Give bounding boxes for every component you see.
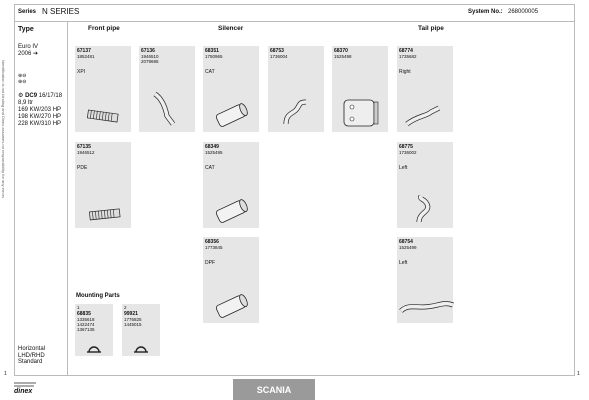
part-card[interactable]	[75, 142, 131, 228]
engine-model: DC9	[25, 93, 38, 99]
position-2: LHD/RHD	[18, 352, 45, 359]
position-3: Standard	[18, 359, 43, 365]
mounting-ref-2: 1422474	[77, 322, 95, 327]
part-ref: 1773845	[205, 245, 223, 250]
part-ref	[141, 54, 159, 64]
euro-norm	[18, 44, 38, 58]
power-3: 228 KW/310 HP	[18, 121, 62, 127]
bent-pipe-icon	[139, 76, 195, 132]
part-number: 67136	[141, 48, 155, 54]
part-card[interactable]	[332, 46, 388, 132]
part-ref: 1852481	[77, 54, 95, 59]
part-note: Right	[399, 69, 411, 75]
dinex-logo-icon	[12, 380, 38, 394]
s-pipe-icon	[268, 76, 324, 132]
engine-icon: ⚙	[18, 93, 24, 99]
part-note: Left	[399, 260, 408, 266]
year-row	[18, 51, 38, 58]
fuel-icons	[18, 73, 26, 85]
silencer-box-icon	[332, 76, 388, 132]
part-note: CAT	[205, 69, 215, 75]
mounting-ref-1: 1335618	[77, 317, 95, 322]
part-ref: 1736002	[399, 150, 417, 155]
mounting-index: 2	[124, 305, 127, 310]
part-number: 68753	[270, 48, 284, 54]
part-number: 68349	[205, 144, 219, 150]
catalyst-icon	[203, 76, 259, 132]
dinex-logo-text: dinex	[14, 388, 33, 394]
mounting-card[interactable]	[75, 304, 113, 356]
engine-info	[18, 93, 62, 128]
euro-label: Euro IV	[18, 44, 39, 50]
series-label: Series	[18, 9, 37, 15]
disclaimer-vertical: Identification is not binding and Dinex assumes no responsibility for any errors	[1, 60, 6, 199]
column-tail-pipe: Tail pipe	[418, 25, 444, 32]
mounting-ref-3: 1367135	[77, 327, 95, 332]
mounting-index: 1	[77, 305, 80, 310]
year-label: 2006	[18, 51, 32, 57]
part-card[interactable]	[75, 46, 131, 132]
mounting-refs	[77, 317, 95, 332]
engine-variants: 16/17/18	[38, 93, 63, 99]
part-note: DPF	[205, 260, 215, 266]
part-card[interactable]	[203, 142, 259, 228]
system-value: 268000005	[508, 9, 539, 15]
elbow-pipe-icon	[397, 172, 453, 228]
part-ref: 1736004	[270, 54, 288, 59]
part-note: XPI	[77, 69, 86, 75]
position-1: Horizontal	[18, 346, 46, 352]
part-number: 68370	[334, 48, 348, 54]
system-label: System No.:	[468, 9, 503, 15]
mounting-number: 99921	[124, 311, 138, 317]
header-divider	[14, 21, 575, 22]
catalyst-icon	[203, 172, 259, 228]
part-ref: 1525498	[334, 54, 352, 59]
part-ref-2: 2079695	[141, 59, 159, 64]
part-number: 68356	[205, 239, 219, 245]
part-ref: 1735682	[399, 54, 417, 59]
mounting-ref-2: 1445015	[124, 322, 142, 327]
fuel-icon-row-1: ⊕⊖	[18, 73, 27, 79]
part-note: CAT	[205, 165, 215, 171]
flex-pipe-icon	[75, 172, 131, 228]
part-card[interactable]	[268, 46, 324, 132]
column-front-pipe: Front pipe	[88, 25, 120, 32]
dinex-logo	[12, 380, 38, 399]
brand-box: SCANIA	[233, 379, 315, 400]
engine-row	[18, 93, 62, 100]
part-ref: 1946512	[77, 150, 95, 155]
mounting-card[interactable]	[122, 304, 160, 356]
part-number: 67135	[77, 144, 91, 150]
clamp-icon	[87, 342, 101, 354]
page-number-left: 1	[4, 371, 7, 377]
clamp-icon	[134, 342, 148, 354]
series-value: N SERIES	[42, 7, 80, 16]
mounting-position	[18, 346, 45, 366]
dpf-icon	[203, 267, 259, 323]
part-ref: 1525495	[205, 150, 223, 155]
mounting-ref-1: 1776825	[124, 317, 142, 322]
arrow-right-icon: ➔	[33, 51, 39, 57]
fuel-icon-row-2: ⊕⊖	[18, 79, 27, 85]
part-number: 68774	[399, 48, 413, 54]
part-number: 68754	[399, 239, 413, 245]
type-label: Type	[18, 26, 34, 33]
part-card[interactable]	[203, 46, 259, 132]
tail-pipe-icon	[397, 76, 453, 132]
power-2: 198 KW/270 HP	[18, 114, 62, 120]
part-ref-1: 1946510	[141, 54, 159, 59]
displacement: 8,9 ltr	[18, 100, 34, 106]
part-number: 68351	[205, 48, 219, 54]
part-card[interactable]	[397, 142, 453, 228]
long-tail-pipe-icon	[397, 267, 459, 323]
part-number: 67137	[77, 48, 91, 54]
mounting-parts-title: Mounting Parts	[76, 293, 120, 299]
flex-pipe-icon	[75, 76, 131, 132]
part-note: PDE	[77, 165, 88, 171]
power-1: 169 KW/203 HP	[18, 107, 62, 113]
mounting-number: 68835	[77, 311, 91, 317]
page-number-right: 1	[577, 371, 580, 377]
part-ref: 1525499	[399, 245, 417, 250]
part-card[interactable]	[139, 46, 195, 132]
part-card[interactable]	[203, 237, 259, 323]
mounting-refs	[124, 317, 142, 327]
side-divider	[67, 22, 68, 376]
column-silencer: Silencer	[218, 25, 244, 32]
part-card[interactable]	[397, 237, 453, 323]
part-number: 68775	[399, 144, 413, 150]
part-ref: 1750965	[205, 54, 223, 59]
part-card[interactable]	[397, 46, 453, 132]
part-note: Left	[399, 165, 408, 171]
